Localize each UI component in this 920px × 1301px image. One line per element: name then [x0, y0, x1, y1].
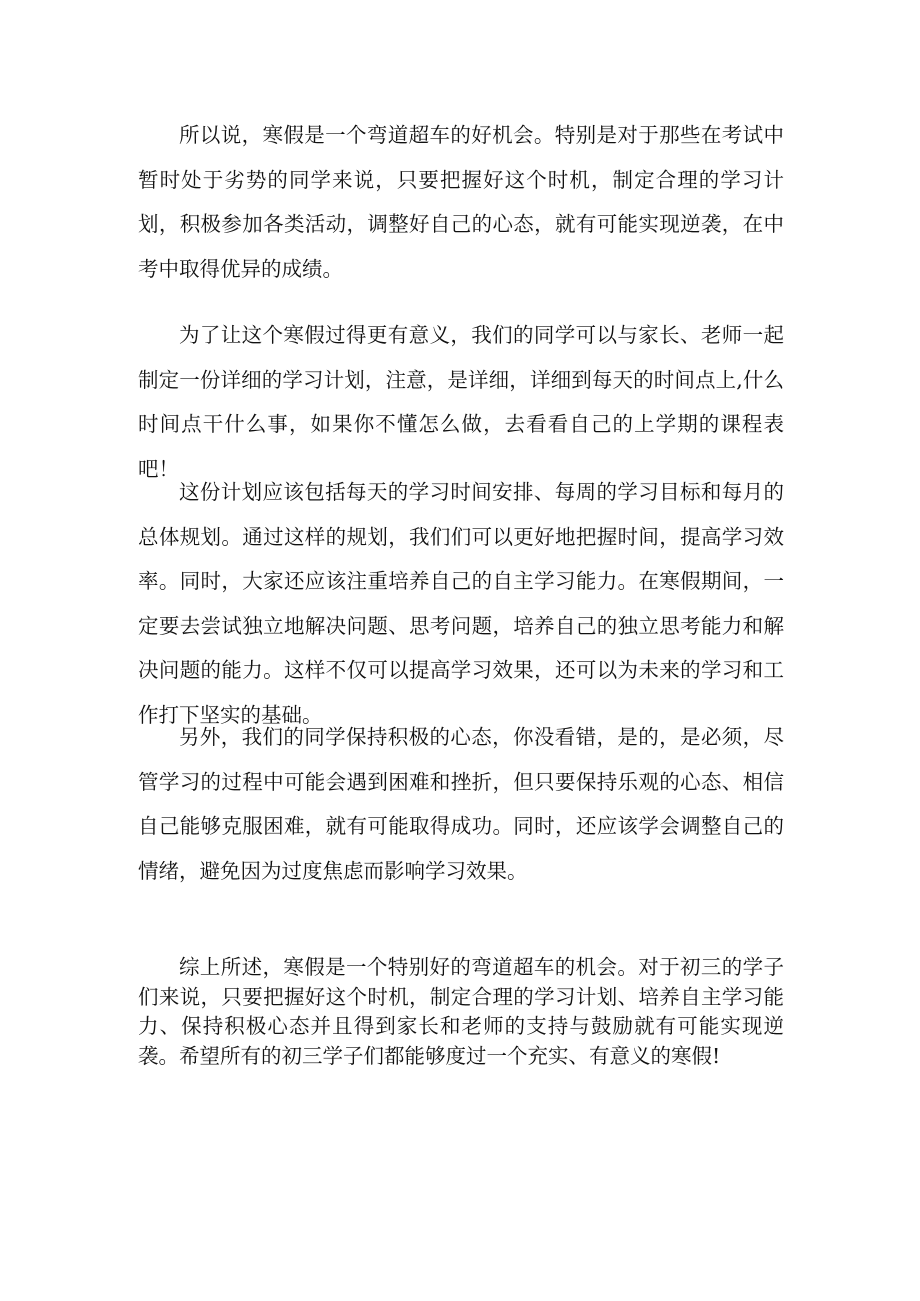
- paragraph-5: 综上所述，寒假是一个特别好的弯道超车的机会。对于初三的学子们来说，只要把握好这个时机，制定合理的学习计划、培养自主学习能力、保持积极心态并且得到家长和老师的支持与鼓励就有可能实现逆袭。希望所有的初三学子们都能够度过一个充实、有意义的寒假!: [138, 955, 784, 1068]
- paragraph-2: 为了让这个寒假过得更有意义，我们的同学可以与家长、老师一起制定一份详细的学习计划，注意，是详细，详细到每天的时间点上,什么时间点干什么事，如果你不懂怎么做，去看看自己的上学期的课程表吧！: [138, 323, 784, 481]
- paragraph-3: 这份计划应该包括每天的学习时间安排、每周的学习目标和每月的总体规划。通过这样的规划，我们们可以更好地把握时间，提高学习效率。同时，大家还应该注重培养自己的自主学习能力。在寒假期间，一定要去尝试独立地解决问题、思考问题，培养自己的独立思考能力和解决问题的能力。这样不仅可以提高学习效果，还可以为未来的学习和工作打下坚实的基础。: [138, 480, 784, 727]
- paragraph-4: 另外，我们的同学保持积极的心态，你没看错，是的，是必须，尽管学习的过程中可能会遇到困难和挫折，但只要保持乐观的心态、相信自己能够克服困难，就有可能取得成功。同时，还应该学会调整自己的情绪，避免因为过度焦虑而影响学习效果。: [138, 725, 784, 883]
- paragraph-1: 所以说，寒假是一个弯道超车的好机会。特别是对于那些在考试中暂时处于劣势的同学来说，只要把握好这个时机，制定合理的学习计划，积极参加各类活动，调整好自己的心态，就有可能实现逆袭，在中考中取得优异的成绩。: [138, 123, 784, 281]
